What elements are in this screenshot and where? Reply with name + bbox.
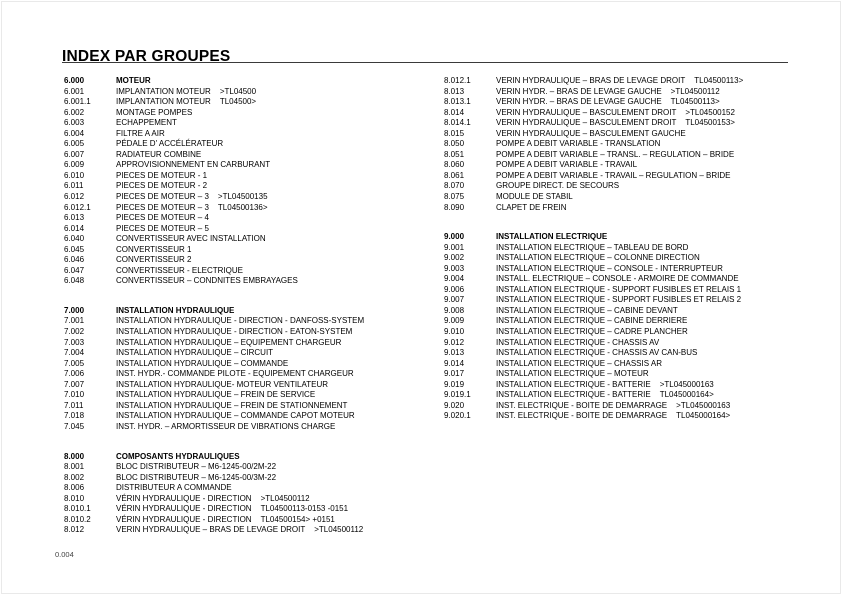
index-entry-row xyxy=(444,181,824,192)
index-entry-row xyxy=(64,108,444,119)
entry-label: VERIN HYDR. – BRAS DE LEVAGE GAUCHE >TL04500112 xyxy=(496,86,720,96)
entry-code: 9.013 xyxy=(444,348,465,358)
entry-code: 9.008 xyxy=(444,305,465,315)
entry-code: 6.000 xyxy=(64,76,85,85)
entry-label: PIECES DE MOTEUR – 3 TL04500136> xyxy=(116,202,268,212)
entry-code: 7.018 xyxy=(64,411,85,421)
entry-label: INSTALLATION ELECTRIQUE – CHASSIS AR xyxy=(496,358,662,368)
index-entry-row xyxy=(64,359,444,370)
entry-label: INSTALLATION HYDRAULIQUE xyxy=(116,305,235,315)
index-entry-row xyxy=(444,285,824,296)
entry-label: VÉRIN HYDRAULIQUE - DIRECTION TL04500154> +0151 xyxy=(116,514,335,524)
entry-label: INSTALLATION HYDRAULIQUE – FREIN DE STATIONNEMENT xyxy=(116,400,348,410)
entry-code: 7.007 xyxy=(64,379,85,389)
entry-label: FILTRE A AIR xyxy=(116,128,165,138)
entry-label: INSTALLATION HYDRAULIQUE- MOTEUR VENTILATEUR xyxy=(116,379,329,389)
entry-reference: TL04500113-0153 -0151 xyxy=(260,504,349,514)
index-entry-row xyxy=(64,369,444,380)
entry-code: 9.020 xyxy=(444,400,465,410)
index-entry-row xyxy=(64,483,444,494)
index-entry-row xyxy=(64,255,444,266)
index-entry-row xyxy=(64,504,444,515)
index-entry-row xyxy=(444,171,824,182)
entry-reference: >TL04500112 xyxy=(670,86,720,96)
entry-label: INSTALLATION ELECTRIQUE – MOTEUR xyxy=(496,369,649,379)
entry-code: 6.045 xyxy=(64,244,85,254)
index-entry-row xyxy=(64,87,444,98)
entry-reference: >TL045000163 xyxy=(676,400,731,410)
entry-code: 7.002 xyxy=(64,327,85,337)
index-column-right xyxy=(444,76,824,422)
index-entry-row xyxy=(64,525,444,536)
entry-code: 9.019 xyxy=(444,379,465,389)
entry-label: INSTALLATION HYDRAULIQUE - DIRECTION - DANFOSS-SYSTEM xyxy=(116,316,365,326)
entry-reference: TL04500136> xyxy=(217,202,268,212)
entry-label: CONVERTISSEUR - ELECTRIQUE xyxy=(116,265,243,275)
index-entry-row xyxy=(444,274,824,285)
index-entry-row xyxy=(64,411,444,422)
entry-label: INSTALLATION ELECTRIQUE - CHASSIS AV xyxy=(496,337,660,347)
index-entry-row xyxy=(444,264,824,275)
index-entry-row xyxy=(64,181,444,192)
entry-label: BLOC DISTRIBUTEUR – M6-1245-00/2M-22 xyxy=(116,462,277,472)
entry-code: 8.090 xyxy=(444,202,465,212)
entry-label: BLOC DISTRIBUTEUR – M6-1245-00/3M-22 xyxy=(116,472,277,482)
index-entry-row xyxy=(444,295,824,306)
entry-code: 8.012 xyxy=(64,525,85,535)
entry-code: 7.003 xyxy=(64,337,85,347)
entry-label: POMPE A DEBIT VARIABLE - TRANSLATION xyxy=(496,139,661,149)
entry-label: POMPE A DEBIT VARIABLE - TRAVAIL xyxy=(496,160,638,170)
entry-code: 7.045 xyxy=(64,421,85,431)
entry-code: 6.047 xyxy=(64,265,85,275)
index-entry-row xyxy=(64,266,444,277)
index-entry-row xyxy=(64,129,444,140)
entry-code: 9.014 xyxy=(444,358,465,368)
entry-label: APPROVISIONNEMENT EN CARBURANT xyxy=(116,160,271,170)
entry-label: INST. ELECTRIQUE - BOITE DE DEMARRAGE TL045000164> xyxy=(496,411,731,421)
entry-label: INSTALLATION ELECTRIQUE – CABINE DEVANT xyxy=(496,305,678,315)
entry-label: INSTALLATION ELECTRIQUE – TABLEAU DE BORD xyxy=(496,242,689,252)
entry-label: PIECES DE MOTEUR - 1 xyxy=(116,170,208,180)
entry-label: INSTALLATION HYDRAULIQUE – EQUIPEMENT CHARGEUR xyxy=(116,337,342,347)
entry-code: 8.010.1 xyxy=(64,504,91,514)
entry-label: VERIN HYDRAULIQUE – BRAS DE LEVAGE DROIT TL04500113> xyxy=(496,76,744,85)
entry-code: 9.003 xyxy=(444,263,465,273)
index-entry-row xyxy=(64,171,444,182)
entry-label: ECHAPPEMENT xyxy=(116,118,177,128)
entry-label: POMPE A DEBIT VARIABLE – TRANSL. – REGULATION – BRIDE xyxy=(496,149,735,159)
index-group xyxy=(64,76,444,287)
entry-label: INST. ELECTRIQUE - BOITE DE DEMARRAGE >TL045000163 xyxy=(496,400,731,410)
index-entry-row xyxy=(444,203,824,214)
entry-label: IMPLANTATION MOTEUR TL04500> xyxy=(116,97,257,107)
index-column-left xyxy=(64,76,444,536)
entry-code: 8.070 xyxy=(444,181,465,191)
entry-code: 6.013 xyxy=(64,213,85,223)
index-entry-row xyxy=(64,160,444,171)
index-entry-row xyxy=(64,401,444,412)
entry-code: 9.007 xyxy=(444,295,465,305)
entry-label: RADIATEUR COMBINE xyxy=(116,149,202,159)
entry-code: 8.006 xyxy=(64,483,85,493)
entry-label: INSTALLATION ELECTRIQUE - BATTERIE >TL045000163 xyxy=(496,379,714,389)
index-entry-row xyxy=(444,192,824,203)
index-entry-row xyxy=(444,118,824,129)
entry-label: INST. HYDR. – ARMORTISSEUR DE VIBRATIONS CHARGE xyxy=(116,421,336,431)
index-entry-row xyxy=(64,422,444,433)
entry-code: 6.009 xyxy=(64,160,85,170)
entry-label: PÉDALE D' ACCÉLÉRATEUR xyxy=(116,139,224,149)
index-entry-row xyxy=(444,411,824,422)
entry-label: INSTALLATION ELECTRIQUE – CADRE PLANCHER xyxy=(496,327,688,337)
index-entry-row xyxy=(64,118,444,129)
entry-code: 9.000 xyxy=(444,232,465,242)
index-entry-row xyxy=(64,316,444,327)
entry-label: POMPE A DEBIT VARIABLE - TRAVAIL – REGULATION – BRIDE xyxy=(496,170,731,180)
index-entry-row xyxy=(64,203,444,214)
entry-code: 8.010.2 xyxy=(64,514,91,524)
index-entry-row xyxy=(64,494,444,505)
index-entry-row xyxy=(444,369,824,380)
index-entry-row xyxy=(444,253,824,264)
entry-label: INSTALLATION HYDRAULIQUE – FREIN DE SERVICE xyxy=(116,390,316,400)
entry-label: VÉRIN HYDRAULIQUE - DIRECTION TL04500113-0153 -0151 xyxy=(116,504,349,514)
title-divider xyxy=(62,62,788,63)
entry-code: 6.007 xyxy=(64,149,85,159)
page-title: INDEX PAR GROUPES xyxy=(62,48,231,66)
index-entry-row xyxy=(444,97,824,108)
entry-label: INSTALLATION HYDRAULIQUE – COMMANDE CAPOT MOTEUR xyxy=(116,411,355,421)
entry-code: 6.046 xyxy=(64,255,85,265)
entry-label: INSTALLATION ELECTRIQUE – CABINE DERRIERE xyxy=(496,316,688,326)
index-entry-row xyxy=(444,359,824,370)
entry-label: MOTEUR xyxy=(116,76,151,85)
entry-label: IMPLANTATION MOTEUR >TL04500 xyxy=(116,86,257,96)
index-entry-row xyxy=(444,87,824,98)
entry-code: 6.001 xyxy=(64,86,85,96)
index-entry-row xyxy=(64,515,444,526)
entry-code: 8.075 xyxy=(444,192,465,202)
entry-label: MODULE DE STABIL xyxy=(496,192,573,202)
entry-label: PIECES DE MOTEUR - 2 xyxy=(116,181,208,191)
entry-code: 8.013 xyxy=(444,86,465,96)
entry-code: 7.006 xyxy=(64,369,85,379)
entry-reference: TL04500153> xyxy=(685,118,735,128)
entry-reference: >TL045000163 xyxy=(659,379,714,389)
entry-code: 9.004 xyxy=(444,274,465,284)
entry-code: 7.005 xyxy=(64,358,85,368)
entry-code: 9.019.1 xyxy=(444,390,471,400)
index-entry-row xyxy=(64,348,444,359)
entry-label: PIECES DE MOTEUR – 3 >TL04500135 xyxy=(116,192,268,202)
entry-code: 6.040 xyxy=(64,234,85,244)
entry-code: 9.010 xyxy=(444,327,465,337)
entry-code: 6.010 xyxy=(64,170,85,180)
index-entry-row xyxy=(444,390,824,401)
index-entry-row xyxy=(444,139,824,150)
index-entry-row xyxy=(64,276,444,287)
entry-code: 8.012.1 xyxy=(444,76,471,85)
index-entry-row xyxy=(444,338,824,349)
index-entry-row xyxy=(64,97,444,108)
entry-label: CONVERTISSEUR – CONDNITES EMBRAYAGES xyxy=(116,276,298,286)
entry-code: 9.009 xyxy=(444,316,465,326)
index-entry-row xyxy=(64,150,444,161)
entry-code: 9.017 xyxy=(444,369,465,379)
index-group xyxy=(444,76,824,213)
entry-label: INSTALLATION ELECTRIQUE - CHASSIS AV CAN-BUS xyxy=(496,348,698,358)
entry-label: PIECES DE MOTEUR – 5 xyxy=(116,223,209,233)
entry-code: 8.000 xyxy=(64,451,85,461)
entry-label: VERIN HYDRAULIQUE – BASCULEMENT GAUCHE xyxy=(496,128,686,138)
index-entry-row xyxy=(64,245,444,256)
entry-code: 7.011 xyxy=(64,400,84,410)
entry-code: 8.014.1 xyxy=(444,118,471,128)
entry-code: 6.014 xyxy=(64,223,85,233)
entry-code: 8.050 xyxy=(444,139,465,149)
entry-label: INSTALLATION ELECTRIQUE – CONSOLE - INTERRUPTEUR xyxy=(496,263,723,273)
index-group xyxy=(444,232,824,422)
entry-label: DISTRIBUTEUR A COMMANDE xyxy=(116,483,232,493)
entry-label: PIECES DE MOTEUR – 4 xyxy=(116,213,209,223)
entry-label: COMPOSANTS HYDRAULIQUES xyxy=(116,451,240,461)
entry-code: 8.001 xyxy=(64,462,85,472)
entry-code: 6.048 xyxy=(64,276,85,286)
index-group-heading xyxy=(64,76,444,87)
entry-reference: >TL04500135 xyxy=(217,192,268,202)
index-entry-row xyxy=(64,473,444,484)
index-entry-row xyxy=(444,327,824,338)
entry-code: 9.002 xyxy=(444,253,465,263)
index-entry-row xyxy=(64,380,444,391)
entry-label: INSTALLATION HYDRAULIQUE - DIRECTION - EATON-SYSTEM xyxy=(116,327,353,337)
index-entry-row xyxy=(444,129,824,140)
entry-reference: TL04500154> +0151 xyxy=(260,514,335,524)
entry-reference: TL045000164> xyxy=(676,411,731,421)
entry-code: 6.011 xyxy=(64,181,84,191)
index-entry-row xyxy=(64,327,444,338)
entry-code: 8.051 xyxy=(444,149,465,159)
index-entry-row xyxy=(444,316,824,327)
index-entry-row xyxy=(64,139,444,150)
entry-label: VERIN HYDRAULIQUE – BRAS DE LEVAGE DROIT >TL04500112 xyxy=(116,525,364,535)
entry-label: VERIN HYDRAULIQUE – BASCULEMENT DROIT TL04500153> xyxy=(496,118,735,128)
entry-code: 6.002 xyxy=(64,107,85,117)
entry-reference: TL04500113> xyxy=(694,76,744,85)
index-entry-row xyxy=(444,348,824,359)
index-entry-row xyxy=(64,213,444,224)
entry-code: 9.012 xyxy=(444,337,465,347)
index-entry-row xyxy=(64,192,444,203)
index-entry-row xyxy=(444,401,824,412)
index-entry-row xyxy=(64,338,444,349)
index-group xyxy=(64,452,444,536)
entry-code: 6.012 xyxy=(64,192,85,202)
entry-code: 6.012.1 xyxy=(64,202,91,212)
index-entry-row xyxy=(444,108,824,119)
index-group-heading xyxy=(64,306,444,317)
entry-label: CONVERTISSEUR 1 xyxy=(116,244,192,254)
entry-label: CLAPET DE FREIN xyxy=(496,202,567,212)
entry-label: INSTALLATION ELECTRIQUE - SUPPORT FUSIBLES ET RELAIS 1 xyxy=(496,284,742,294)
entry-reference: TL04500113> xyxy=(670,97,720,107)
index-group xyxy=(64,306,444,433)
entry-label: INSTALLATION HYDRAULIQUE – COMMANDE xyxy=(116,358,289,368)
entry-label: INSTALLATION ELECTRIQUE xyxy=(496,232,608,242)
entry-code: 9.006 xyxy=(444,284,465,294)
entry-code: 8.014 xyxy=(444,107,465,117)
entry-label: VERIN HYDR. – BRAS DE LEVAGE GAUCHE TL04500113> xyxy=(496,97,720,107)
index-entry-row xyxy=(64,390,444,401)
entry-code: 6.003 xyxy=(64,118,85,128)
entry-label: INSTALL. ELECTRIQUE – CONSOLE - ARMOIRE DE COMMANDE xyxy=(496,274,739,284)
entry-label: INSTALLATION ELECTRIQUE – COLONNE DIRECTION xyxy=(496,253,700,263)
entry-code: 7.010 xyxy=(64,390,85,400)
entry-reference: >TL04500152 xyxy=(685,107,735,117)
index-entry-row xyxy=(64,234,444,245)
entry-reference: TL04500> xyxy=(219,97,257,107)
entry-code: 8.060 xyxy=(444,160,465,170)
entry-code: 6.001.1 xyxy=(64,97,91,107)
index-entry-row xyxy=(64,224,444,235)
index-entry-row xyxy=(444,380,824,391)
index-entry-row xyxy=(444,76,824,87)
entry-reference: TL045000164> xyxy=(659,390,714,400)
index-entry-row xyxy=(64,462,444,473)
page-number: 0.004 xyxy=(55,550,74,559)
entry-code: 9.001 xyxy=(444,242,465,252)
entry-code: 8.015 xyxy=(444,128,465,138)
entry-label: INST. HYDR.- COMMANDE PILOTE - EQUIPEMENT CHARGEUR xyxy=(116,369,354,379)
entry-label: INSTALLATION HYDRAULIQUE – CIRCUIT xyxy=(116,348,274,358)
entry-label: CONVERTISSEUR AVEC INSTALLATION xyxy=(116,234,266,244)
index-entry-row xyxy=(444,243,824,254)
index-entry-row xyxy=(444,306,824,317)
entry-code: 7.000 xyxy=(64,305,85,315)
entry-label: MONTAGE POMPES xyxy=(116,107,193,117)
entry-reference: >TL04500 xyxy=(219,86,257,96)
entry-label: VERIN HYDRAULIQUE – BASCULEMENT DROIT >TL04500152 xyxy=(496,107,735,117)
entry-code: 6.004 xyxy=(64,128,85,138)
entry-code: 9.020.1 xyxy=(444,411,471,421)
entry-code: 8.013.1 xyxy=(444,97,471,107)
entry-reference: >TL04500112 xyxy=(260,493,310,503)
index-group-heading xyxy=(64,452,444,463)
entry-label: INSTALLATION ELECTRIQUE - BATTERIE TL045000164> xyxy=(496,390,714,400)
entry-code: 8.002 xyxy=(64,472,85,482)
entry-code: 7.001 xyxy=(64,316,85,326)
index-group-heading xyxy=(444,232,824,243)
index-entry-row xyxy=(444,160,824,171)
entry-code: 6.005 xyxy=(64,139,85,149)
entry-code: 8.061 xyxy=(444,170,465,180)
entry-code: 7.004 xyxy=(64,348,85,358)
entry-label: VÉRIN HYDRAULIQUE - DIRECTION >TL04500112 xyxy=(116,493,310,503)
entry-code: 8.010 xyxy=(64,493,85,503)
entry-label: CONVERTISSEUR 2 xyxy=(116,255,192,265)
entry-label: GROUPE DIRECT. DE SECOURS xyxy=(496,181,620,191)
entry-label: INSTALLATION ELECTRIQUE - SUPPORT FUSIBLES ET RELAIS 2 xyxy=(496,295,742,305)
entry-reference: >TL04500112 xyxy=(314,525,364,535)
index-entry-row xyxy=(444,150,824,161)
